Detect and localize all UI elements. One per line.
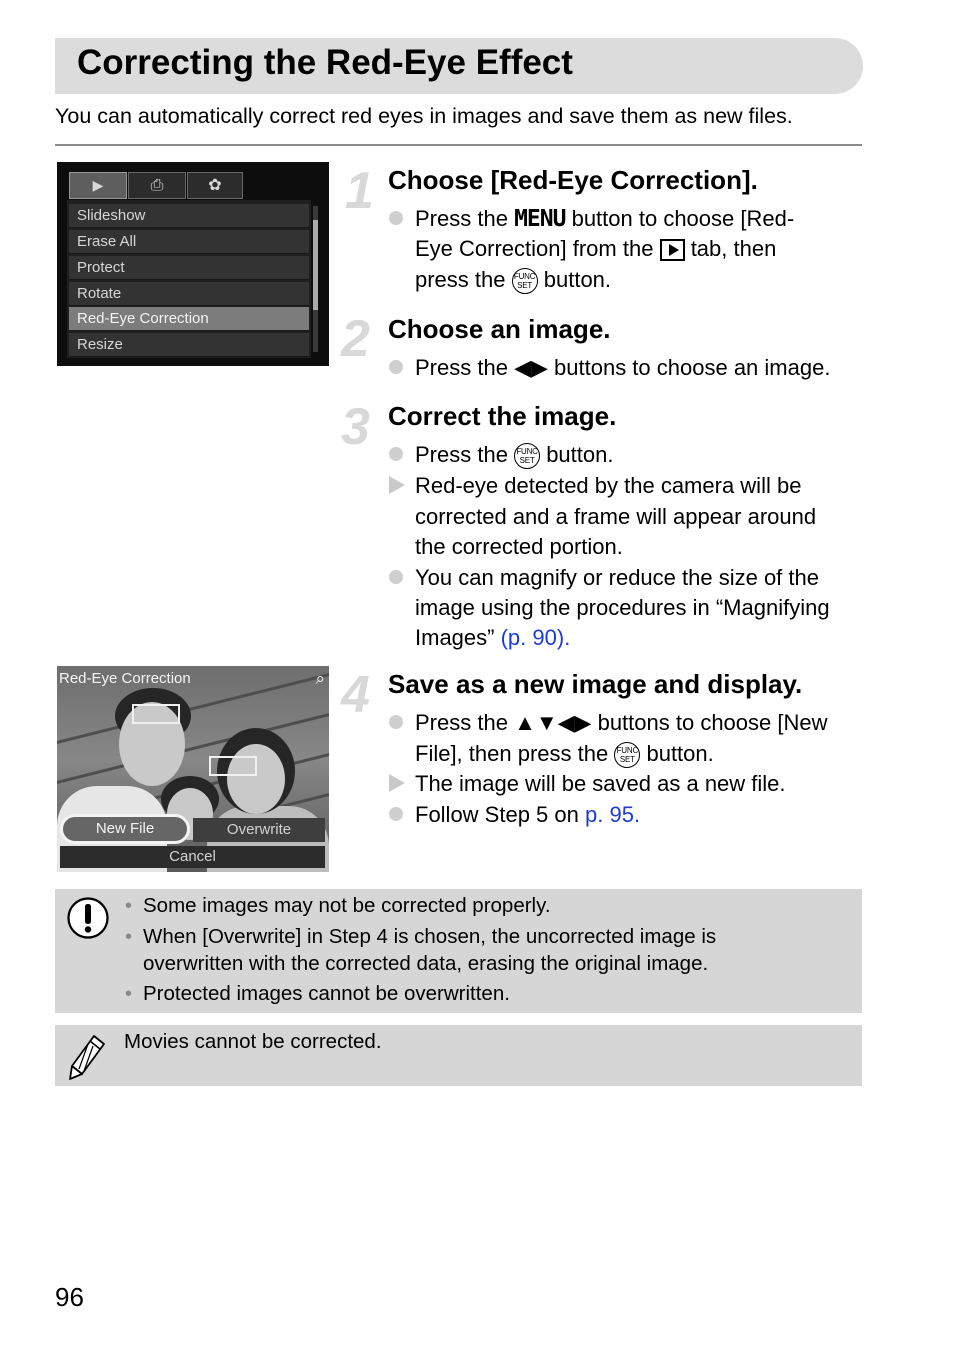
step-text (415, 354, 830, 382)
step-heading: Save as a new image and display. (388, 669, 803, 699)
play-tab-icon: ▶ (69, 172, 127, 199)
correction-frame (209, 756, 257, 776)
step-text (415, 624, 570, 652)
photo-screenshot (57, 666, 329, 872)
menu-item-slideshow: Slideshow (69, 204, 309, 228)
step-text (415, 801, 640, 829)
photo-title: Red-Eye Correction (59, 670, 191, 687)
text-segment: Eye Correction] from the (415, 236, 654, 261)
step-number: 3 (341, 398, 370, 456)
caution-text: overwritten with the corrected data, erasing the original image. (143, 952, 709, 975)
text-segment: Images” (415, 625, 495, 650)
page-number: 96 (55, 1282, 84, 1312)
step-text: image using the procedures in “Magnifying (415, 595, 830, 620)
bullet-icon (389, 447, 403, 461)
bullet-icon (389, 807, 403, 821)
menu-scrollbar-thumb (313, 220, 318, 310)
text-segment: button. (646, 741, 714, 766)
caution-text: Protected images cannot be overwritten. (143, 982, 510, 1005)
caution-text: Some images may not be corrected properly. (143, 894, 551, 917)
magnify-icon: ⌕ (315, 669, 325, 688)
step-number: 2 (341, 310, 370, 368)
menu-item-resize: Resize (69, 333, 309, 357)
step-text: the corrected portion. (415, 534, 623, 559)
menu-item-protect: Protect (69, 256, 309, 280)
step-text: corrected and a frame will appear around (415, 504, 817, 529)
bullet-icon: • (125, 926, 133, 948)
step-heading: Choose [Red-Eye Correction]. (388, 165, 758, 195)
print-tab-icon: ⎙ (128, 172, 186, 199)
new-file-button: New File (60, 814, 190, 844)
menu-item-rotate: Rotate (69, 282, 309, 306)
caution-icon (66, 896, 110, 940)
page-link-95[interactable]: p. 95 (585, 802, 634, 827)
text-segment: button to choose [Red- (571, 206, 795, 231)
step-heading: Correct the image. (388, 401, 617, 431)
step-text (415, 266, 611, 294)
intro-text: You can automatically correct red eyes in images and save them as new files. (55, 104, 793, 128)
text-segment: Press the (415, 442, 508, 467)
bullet-icon (389, 570, 403, 584)
left-right-arrows-icon: ◀▶ (514, 355, 548, 380)
four-way-arrows-icon: ▲▼◀▶ (514, 710, 592, 735)
text-segment: . (633, 802, 641, 827)
step-text (415, 709, 828, 737)
step-text: You can magnify or reduce the size of the (415, 565, 819, 590)
text-segment: Press the (415, 710, 508, 735)
step-text: The image will be saved as a new file. (415, 771, 786, 796)
func-set-button-icon: FUNC SET (512, 268, 538, 294)
overwrite-button: Overwrite (193, 818, 325, 842)
text-segment: File], then press the (415, 741, 609, 766)
menu-item-red-eye-correction: Red-Eye Correction (69, 307, 309, 331)
text-segment: buttons to choose an image. (554, 355, 831, 380)
menu-screenshot (57, 162, 329, 366)
text-segment: button. (543, 267, 612, 292)
step-number: 1 (345, 162, 374, 220)
page-link-90[interactable]: (p. 90) (500, 625, 565, 650)
person-face (227, 744, 285, 814)
text-segment: press the (415, 267, 506, 292)
text-segment: buttons to choose [New (597, 710, 828, 735)
menu-item-erase-all: Erase All (69, 230, 309, 254)
menu-button-icon: MENU (514, 206, 566, 232)
step-text (415, 441, 613, 469)
bullet-icon (389, 360, 403, 374)
bullet-icon (389, 715, 403, 729)
play-tab-icon (660, 239, 685, 261)
result-arrow-icon (389, 476, 405, 494)
step-text: Red-eye detected by the camera will be (415, 473, 802, 498)
correction-frame (132, 704, 180, 724)
result-arrow-icon (389, 774, 405, 792)
text-segment: tab, then (690, 236, 777, 261)
bullet-icon: • (125, 895, 133, 917)
bullet-icon (389, 211, 403, 225)
divider (55, 144, 862, 146)
step-heading: Choose an image. (388, 314, 611, 344)
func-set-button-icon: FUNC SET (514, 443, 540, 469)
text-segment: Press the (415, 355, 508, 380)
step-text (415, 235, 776, 263)
text-segment: Press the (415, 206, 508, 231)
step-text (415, 740, 714, 768)
text-segment: button. (546, 442, 614, 467)
page-title: Correcting the Red-Eye Effect (77, 43, 573, 82)
cancel-button: Cancel (60, 846, 325, 868)
bullet-icon: • (125, 983, 133, 1005)
settings-tab-icon: ✿ (187, 172, 243, 199)
text-segment: Follow Step 5 on (415, 802, 579, 827)
pencil-icon (66, 1032, 108, 1082)
text-segment: . (564, 625, 571, 650)
note-text: Movies cannot be corrected. (124, 1030, 382, 1053)
step-number: 4 (341, 666, 370, 724)
func-set-button-icon: FUNC SET (614, 742, 640, 768)
caution-text: When [Overwrite] in Step 4 is chosen, the uncorrected image is (143, 925, 717, 948)
step-text (415, 205, 794, 233)
